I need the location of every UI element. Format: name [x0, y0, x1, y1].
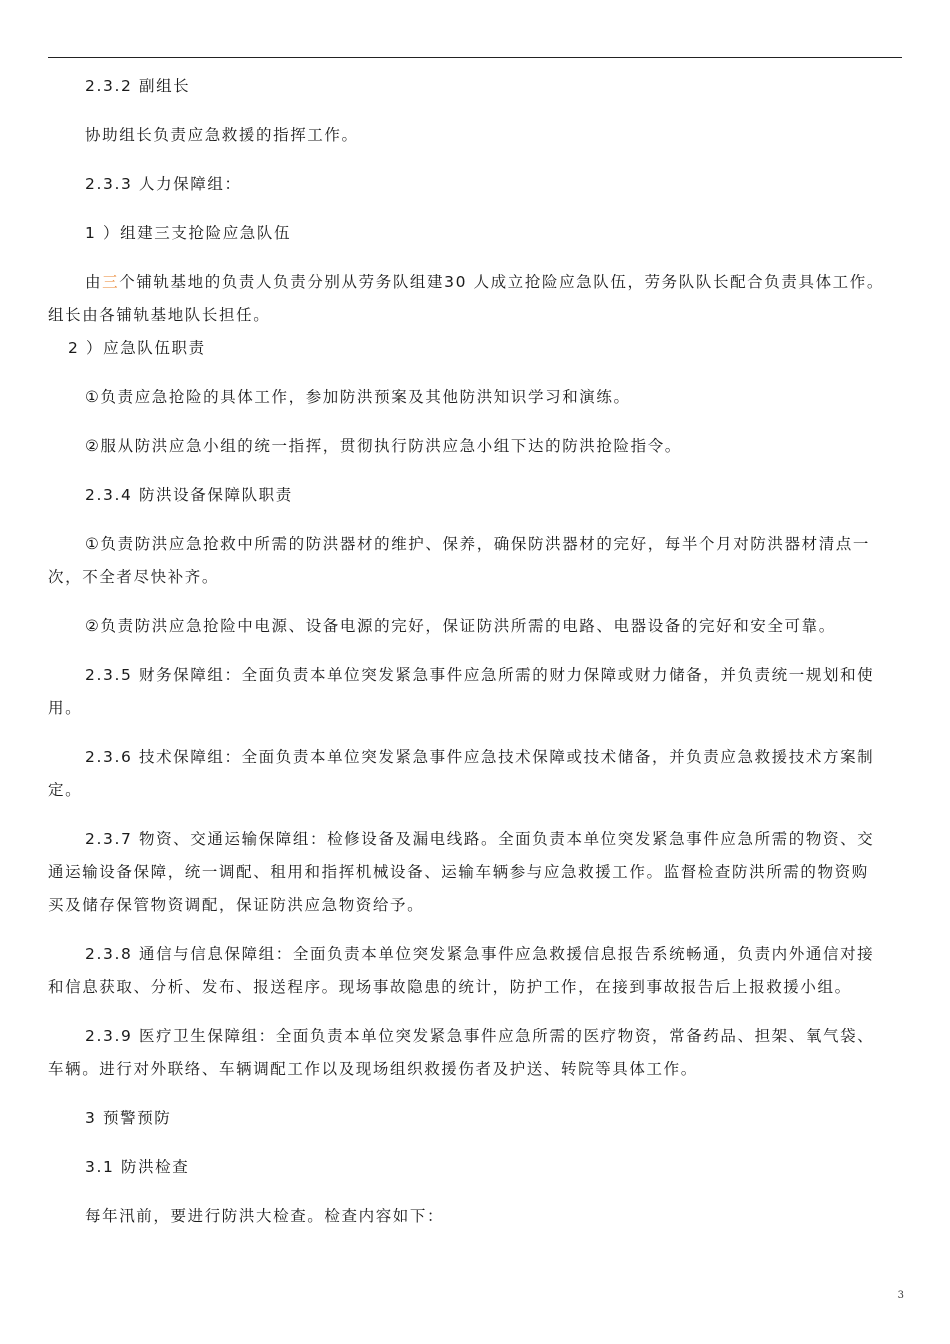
header-rule	[48, 57, 902, 58]
paragraph-continuation: 通运输设备保障，统一调配、租用和指挥机械设备、运输车辆参与应急救援工作。监督检查防洪所需的物资购	[48, 863, 869, 881]
paragraph: 协助组长负责应急救援的指挥工作。	[85, 126, 359, 144]
paragraph-continuation: 买及储存保管物资调配，保证防洪应急物资给予。	[48, 896, 425, 914]
paragraph	[48, 266, 914, 299]
highlighted-text: 三	[102, 273, 120, 291]
paragraph-continuation: 组长由各铺轨基地队长担任。	[48, 306, 271, 324]
paragraph-text: 由	[85, 273, 103, 291]
section-2-3-7: 2.3.7 物资、交通运输保障组：检修设备及漏电线路。全面负责本单位突发紧急事件应急所需的物资、交	[85, 830, 875, 848]
section-2-3-9: 2.3.9 医疗卫生保障组：全面负责本单位突发紧急事件应急所需的医疗物资，常备药品、担架、氧气袋、	[85, 1027, 875, 1045]
section-heading-2-3-3: 2.3.3 人力保障组：	[85, 175, 242, 193]
list-heading: 2 ）应急队伍职责	[68, 339, 206, 357]
document-body	[48, 70, 914, 1233]
paragraph: 每年汛前，要进行防洪大检查。检查内容如下：	[85, 1207, 445, 1225]
list-heading: 1 ）组建三支抢险应急队伍	[85, 224, 292, 242]
page-number: 3	[897, 1290, 904, 1301]
section-2-3-6: 2.3.6 技术保障组：全面负责本单位突发紧急事件应急技术保障或技术储备，并负责应急救援技术方案制	[85, 748, 875, 766]
list-item: ①负责应急抢险的具体工作，参加防洪预案及其他防洪知识学习和演练。	[85, 388, 631, 406]
list-item: ①负责防洪应急抢救中所需的防洪器材的维护、保养，确保防洪器材的完好，每半个月对防洪器材清点一	[85, 535, 870, 553]
section-heading-2-3-4: 2.3.4 防洪设备保障队职责	[85, 486, 293, 504]
section-heading-3-1: 3.1 防洪检查	[85, 1158, 190, 1176]
paragraph-continuation: 次，不全者尽快补齐。	[48, 568, 220, 586]
section-2-3-5: 2.3.5 财务保障组：全面负责本单位突发紧急事件应急所需的财力保障或财力储备，并负责统一规划和使	[85, 666, 875, 684]
paragraph-continuation: 车辆。进行对外联络、车辆调配工作以及现场组织救援伤者及护送、转院等具体工作。	[48, 1060, 698, 1078]
paragraph-continuation: 和信息获取、分析、发布、报送程序。现场事故隐患的统计，防护工作，在接到事故报告后上报救援小组。	[48, 978, 852, 996]
paragraph-text: 个铺轨基地的负责人负责分别从劳务队组建30 人成立抢险应急队伍，劳务队队长配合负责具体工作。	[119, 273, 884, 291]
paragraph-continuation: 定。	[48, 781, 83, 799]
list-item: ②服从防洪应急小组的统一指挥，贯彻执行防洪应急小组下达的防洪抢险指令。	[85, 437, 682, 455]
section-heading-3: 3 预警预防	[85, 1109, 172, 1127]
section-2-3-8: 2.3.8 通信与信息保障组：全面负责本单位突发紧急事件应急救援信息报告系统畅通，负责内外通信对接	[85, 945, 875, 963]
section-heading-2-3-2: 2.3.2 副组长	[85, 77, 191, 95]
paragraph-continuation: 用。	[48, 699, 83, 717]
list-item: ②负责防洪应急抢险中电源、设备电源的完好，保证防洪所需的电路、电器设备的完好和安全可靠。	[85, 617, 836, 635]
